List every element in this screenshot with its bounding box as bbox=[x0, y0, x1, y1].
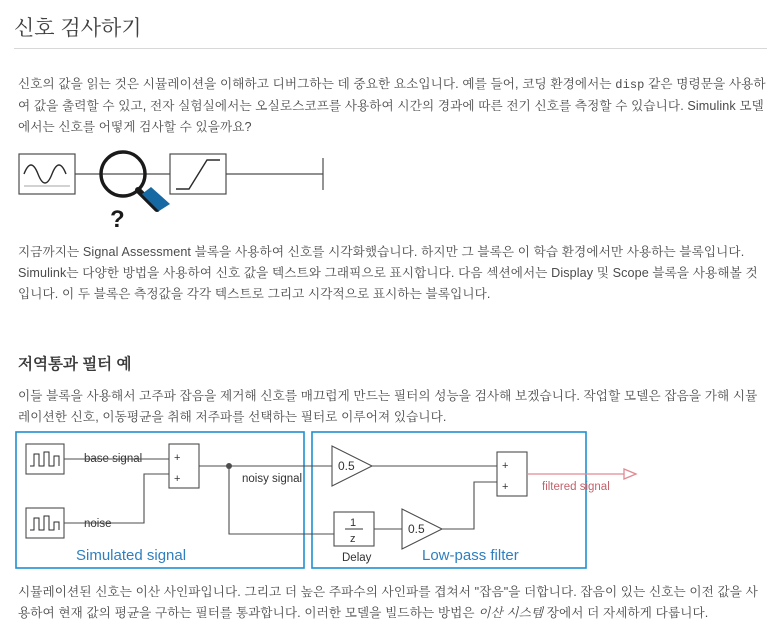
group-label-lowpass-filter: Low-pass filter bbox=[422, 547, 519, 564]
group-label-simulated-signal: Simulated signal bbox=[76, 547, 187, 564]
wire-gain-bottom-to-sum bbox=[442, 482, 497, 529]
sum-plus-2: + bbox=[174, 473, 181, 485]
gain-bottom-value: 0.5 bbox=[408, 522, 425, 536]
paragraph-1-text-a: 신호의 값을 읽는 것은 시뮬레이션을 이해하고 디버그하는 데 중요한 요소입니다. 예를 들어, 코딩 환경에서는 bbox=[18, 77, 616, 91]
paragraph-4-text-a: 시뮬레이션된 신호는 이산 사인파입니다. 그리고 더 높은 주파수의 사인파를 겹쳐서 "잡음"을 더합니다. 잡음이 있는 신호는 이전 값을 사용하여 현재 값의 평균을 구하는 필터를 통과합니다. 이러한 모델을 빌드하는 방법은 bbox=[18, 585, 758, 620]
delay-numerator: 1 bbox=[350, 517, 357, 529]
wire-noise-to-sum bbox=[64, 474, 169, 523]
question-mark-label: ? bbox=[110, 206, 125, 233]
paragraph-3 bbox=[18, 386, 766, 428]
label-base-signal: base signal bbox=[84, 453, 143, 465]
label-delay: Delay bbox=[342, 552, 372, 564]
sine-wave-block bbox=[19, 154, 75, 194]
section-heading-lowpass: 저역통과 필터 예 bbox=[18, 356, 132, 373]
block-delay bbox=[334, 512, 374, 546]
paragraph-4 bbox=[18, 582, 766, 624]
document-page bbox=[0, 12, 781, 644]
block-noise-source bbox=[26, 508, 64, 538]
paragraph-4-italic: 이산 시스템 bbox=[478, 606, 544, 620]
inline-code-disp: disp bbox=[615, 78, 645, 92]
page-title: 신호 검사하기 bbox=[14, 17, 142, 40]
paragraph-1-text-b: 같은 명령문을 사용하여 값을 출력할 수 있고, 전자 실험실에서는 오실로스코프를 사용하여 시간의 경과에 따른 전기 신호를 측정할 수 있습니다. Simulink 모델에서는 신호를 어떻게 검사할 수 있을까요? bbox=[18, 77, 766, 134]
sum-right-plus-1: + bbox=[502, 460, 509, 472]
title-divider bbox=[14, 48, 767, 49]
label-noisy-signal: noisy signal bbox=[242, 473, 303, 485]
arrow-filtered-signal bbox=[624, 469, 636, 479]
gain-top-value: 0.5 bbox=[338, 459, 355, 473]
block-base-signal-source bbox=[26, 444, 64, 474]
block-gain-top bbox=[332, 446, 372, 486]
sum-plus-1: + bbox=[174, 452, 181, 464]
paragraph-2-text: 지금까지는 Signal Assessment 블록을 사용하여 신호를 시각화했습니다. 하지만 그 블록은 이 학습 환경에서만 사용하는 블록입니다. Simulink는 다양한 방법을 사용하여 신호 값을 텍스트와 그래픽으로 표시합니다. 다음 섹션에서는 Display 및 Scope 블록을 사용해볼 것입니다. 이 두 블록은 측정값을 각각 텍스트로 그리고 시각적으로 표시하는 블록입니다. bbox=[18, 245, 758, 301]
paragraph-2 bbox=[18, 242, 766, 305]
delay-denominator: z bbox=[350, 533, 356, 545]
block-gain-bottom bbox=[402, 509, 442, 549]
saturation-block bbox=[170, 154, 226, 194]
paragraph-4-text-b: 장에서 더 자세하게 다룹니다. bbox=[543, 606, 709, 620]
figure-lowpass-model bbox=[14, 430, 644, 570]
block-sum-right bbox=[497, 452, 527, 496]
paragraph-3-text: 이들 블록을 사용해서 고주파 잡음을 제거해 신호를 매끄럽게 만드는 필터의 성능을 검사해 보겠습니다. 작업할 모델은 잡음을 가해 시뮬레이션한 신호, 이동평균을 취해 저주파를 선택하는 필터로 이루어져 있습니다. bbox=[18, 389, 758, 424]
figure-signal-inspection bbox=[18, 148, 338, 233]
block-sum-left bbox=[169, 444, 199, 488]
label-noise: noise bbox=[84, 518, 112, 530]
sum-right-plus-2: + bbox=[502, 481, 509, 493]
magnifier-icon bbox=[101, 152, 170, 211]
label-filtered-signal: filtered signal bbox=[542, 481, 610, 493]
paragraph-1 bbox=[18, 74, 766, 138]
